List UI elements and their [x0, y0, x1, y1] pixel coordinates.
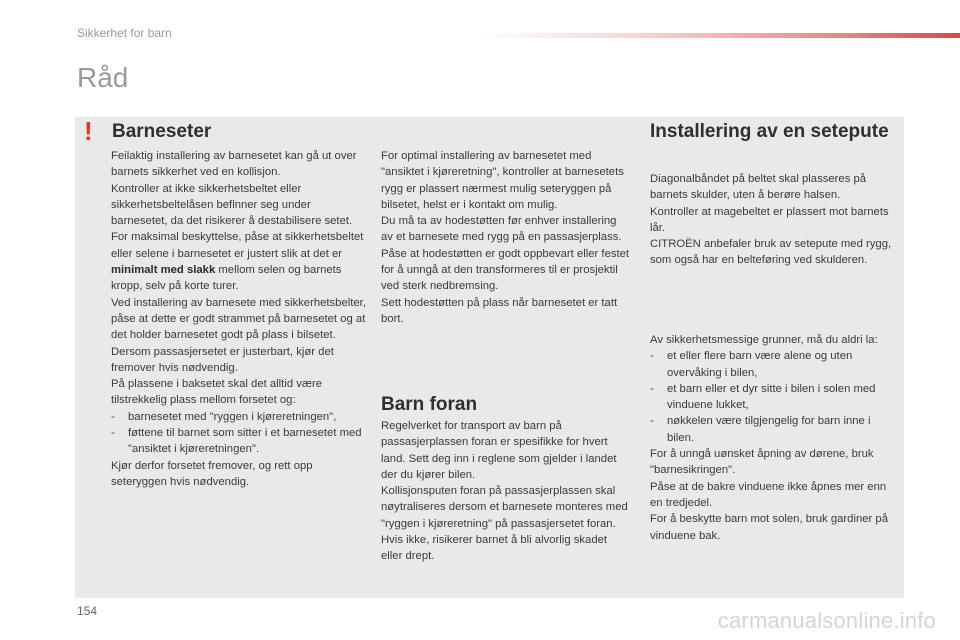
barn-foran-text: [381, 418, 631, 565]
page-title: Råd: [77, 62, 129, 93]
barneseter-column-1: [111, 148, 369, 490]
paragraph: Påse at hodestøtten er godt oppbevart eller festet for å unngå at den transformeres til er prosjektil ved sterk nedbremsing.: [381, 247, 630, 293]
barneseter-column-2: [381, 148, 631, 327]
list-item: - et eller flere barn være alene og uten overvåking i bilen,: [650, 350, 853, 379]
paragraph: For optimal installering av barnesetet med "ansiktet i kjøreretning", kontroller at barnesetets rygg er plassert nærmest mulig seteryggen på bilsetet, helst er i kontakt om mulig.: [381, 150, 624, 211]
header-accent-bar: [480, 33, 960, 38]
paragraph: Du må ta av hodestøtten før enhver installering av et barnesete med rygg på en passasjerplass.: [381, 215, 622, 244]
safety-text: [650, 332, 900, 544]
list-item: - barnesetet med "ryggen i kjøreretningen",: [111, 410, 337, 423]
section-label: Sikkerhet for barn: [77, 26, 172, 40]
paragraph: Diagonalbåndet på beltet skal plasseres på barnets skulder, uten å berøre halsen.: [650, 173, 867, 202]
paragraph: Kjør derfor forsetet fremover, og rett opp seteryggen hvis nødvendig.: [111, 459, 313, 488]
paragraph: Feilaktig installering av barnesetet kan gå ut over barnets sikkerhet ved en kollisjon.: [111, 150, 357, 179]
paragraph: For å beskytte barn mot solen, bruk gardiner på vinduene bak.: [650, 513, 888, 542]
paragraph: Kollisjonsputen foran på passasjerplassen skal nøytraliseres dersom et barnesete monteres med "ryggen i kjøreretning" på passasjersetet foran. Hvis ikke, risikerer barnet å bli alvorlig skadet eller drept.: [381, 485, 628, 563]
emphasis-text: minimalt med slakk: [111, 264, 216, 277]
paragraph: For maksimal beskyttelse, påse at sikkerhetsbeltet eller selene i barnesetet er justert slik at det er minimalt med slakk mellom selen og barnets kropp, selv på korte turer.: [111, 231, 364, 293]
paragraph: Kontroller at magebeltet er plassert mot barnets lår.: [650, 205, 889, 234]
setepute-text: [650, 171, 898, 269]
barn-foran-heading: Barn foran: [381, 394, 478, 415]
paragraph: På plassene i baksetet skal det alltid være tilstrekkelig plass mellom forsetet og:: [111, 378, 322, 407]
exclamation-mark-icon: !: [84, 116, 93, 146]
list-item: - et barn eller et dyr sitte i bilen i solen med vinduene lukket,: [650, 382, 876, 412]
paragraph: Av sikkerhetsmessige grunner, må du aldri la:: [650, 334, 878, 346]
paragraph: CITROËN anbefaler bruk av setepute med rygg, som også har en belteføring ved skulderen.: [650, 238, 892, 267]
paragraph: Påse at de bakre vinduene ikke åpnes mer enn en tredjedel.: [650, 480, 887, 509]
setepute-heading: Installering av en setepute: [650, 121, 889, 142]
paragraph: Sett hodestøtten på plass når barnesetet er tatt bort.: [381, 296, 618, 325]
paragraph: Ved installering av barnesete med sikkerhetsbelter, påse at dette er godt strammet på barnesetet og at det holder barnesetet godt på plass i bilsetet. Dersom passasjersetet er justerbart, kjør det fremover hvis nødvendig.: [111, 296, 366, 374]
paragraph: Kontroller at ikke sikkerhetsbeltet eller sikkerhetsbeltelåsen befinner seg under barnesetet, da det risikerer å destabilisere setet.: [111, 182, 353, 228]
list-item: - nøkkelen være tilgjengelig for barn inne i bilen.: [650, 415, 871, 444]
page-number: 154: [77, 604, 98, 618]
list-item: - føttene til barnet som sitter i et barnesetet med "ansiktet i kjøreretningen".: [111, 427, 362, 456]
watermark: carmanualsonline.info: [717, 608, 936, 633]
paragraph: For å unngå uønsket åpning av dørene, bruk "barnesikringen".: [650, 448, 874, 477]
paragraph: Regelverket for transport av barn på passasjerplassen foran er spesifikke for hvert land. Sett deg inn i reglene som gjelder i landet der du kjører bilen.: [381, 420, 617, 481]
barneseter-heading: Barneseter: [112, 121, 212, 142]
